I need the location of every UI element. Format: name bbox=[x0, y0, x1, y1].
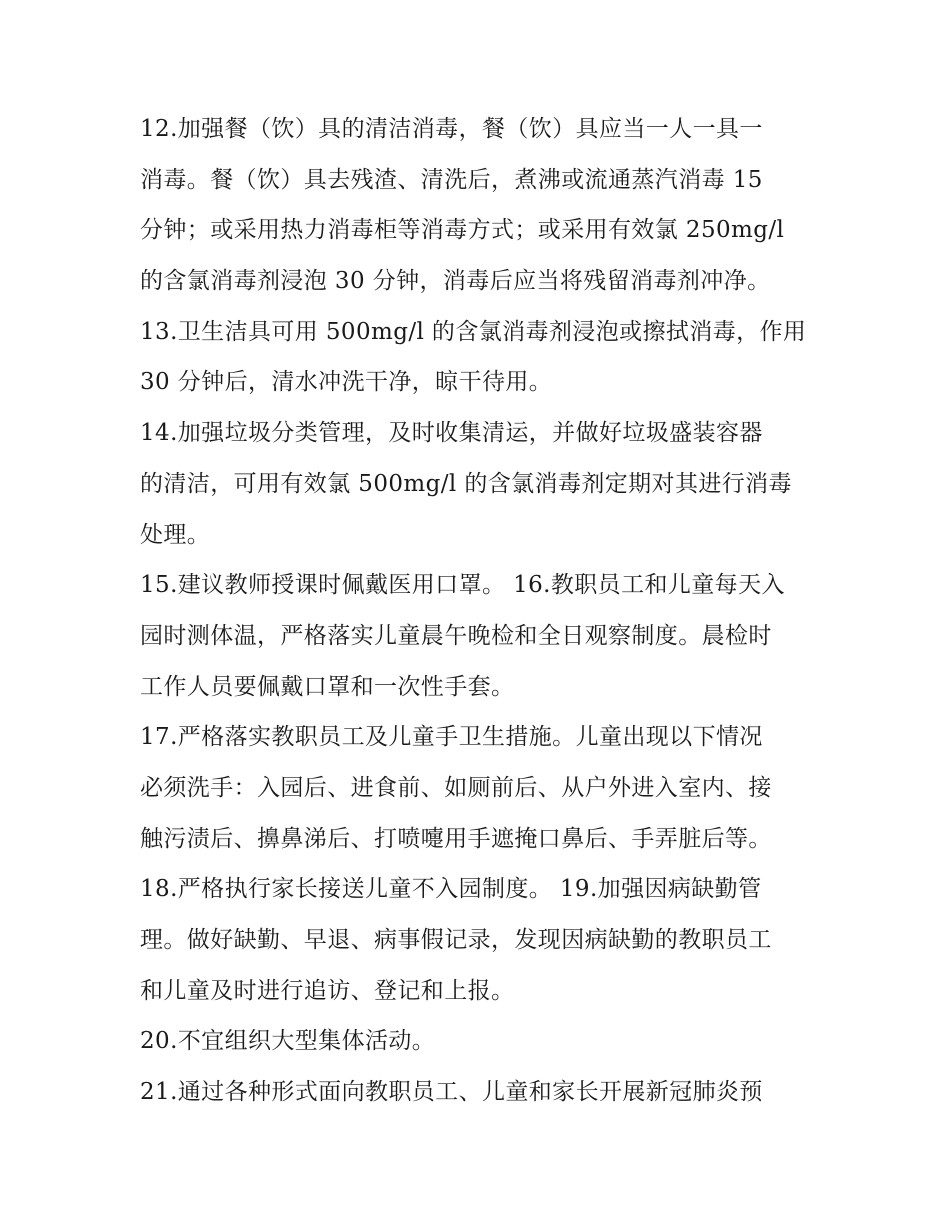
text-line: 21.通过各种形式面向教职员工、儿童和家长开展新冠肺炎预 bbox=[140, 1079, 763, 1106]
document-body bbox=[140, 104, 840, 1118]
text-line: 18.严格执行家长接送儿童不入园制度。 19.加强因病缺勤管 bbox=[140, 876, 762, 903]
text-line: 12.加强餐（饮）具的清洁消毒，餐（饮）具应当一人一具一 bbox=[140, 116, 763, 142]
text-line: 的含氯消毒剂浸泡 30 分钟，消毒后应当将残留消毒剂冲净。 bbox=[140, 268, 771, 295]
text-line: 的清洁，可用有效氯 500mg/l 的含氯消毒剂定期对其进行消毒 bbox=[140, 470, 792, 497]
text-line: 理。做好缺勤、早退、病事假记录，发现因病缺勤的教职员工 bbox=[140, 927, 772, 953]
text-line: 17.严格落实教职员工及儿童手卫生措施。儿童出现以下情况 bbox=[140, 724, 763, 751]
text-line: 分钟；或采用热力消毒柜等消毒方式；或采用有效氯 250mg/l bbox=[140, 217, 785, 244]
text-line: 15.建议教师授课时佩戴医用口罩。 16.教职员工和儿童每天入 bbox=[140, 572, 785, 599]
text-line: 14.加强垃圾分类管理，及时收集清运，并做好垃圾盛装容器 bbox=[140, 420, 763, 447]
text-line: 13.卫生洁具可用 500mg/l 的含氯消毒剂浸泡或擦拭消毒，作用 bbox=[140, 318, 807, 345]
text-line: 20.不宜组织大型集体活动。 bbox=[140, 1028, 436, 1055]
text-line: 园时测体温，严格落实儿童晨午晚检和全日观察制度。晨检时 bbox=[140, 622, 772, 649]
text-line: 必须洗手：入园后、进食前、如厕前后、从户外进入室内、接 bbox=[140, 774, 772, 801]
text-line: 工作人员要佩戴口罩和一次性手套。 bbox=[140, 673, 515, 700]
text-line: 处理。 bbox=[140, 521, 211, 548]
text-line: 消毒。餐（饮）具去残渣、清洗后，煮沸或流通蒸汽消毒 15 bbox=[140, 166, 763, 193]
text-line: 30 分钟后，清水冲洗干净，晾干待用。 bbox=[140, 369, 553, 396]
text-line: 和儿童及时进行追访、登记和上报。 bbox=[140, 977, 515, 1004]
text-line: 触污渍后、擤鼻涕后、打喷嚏用手遮掩口鼻后、手弄脏后等。 bbox=[140, 825, 772, 852]
